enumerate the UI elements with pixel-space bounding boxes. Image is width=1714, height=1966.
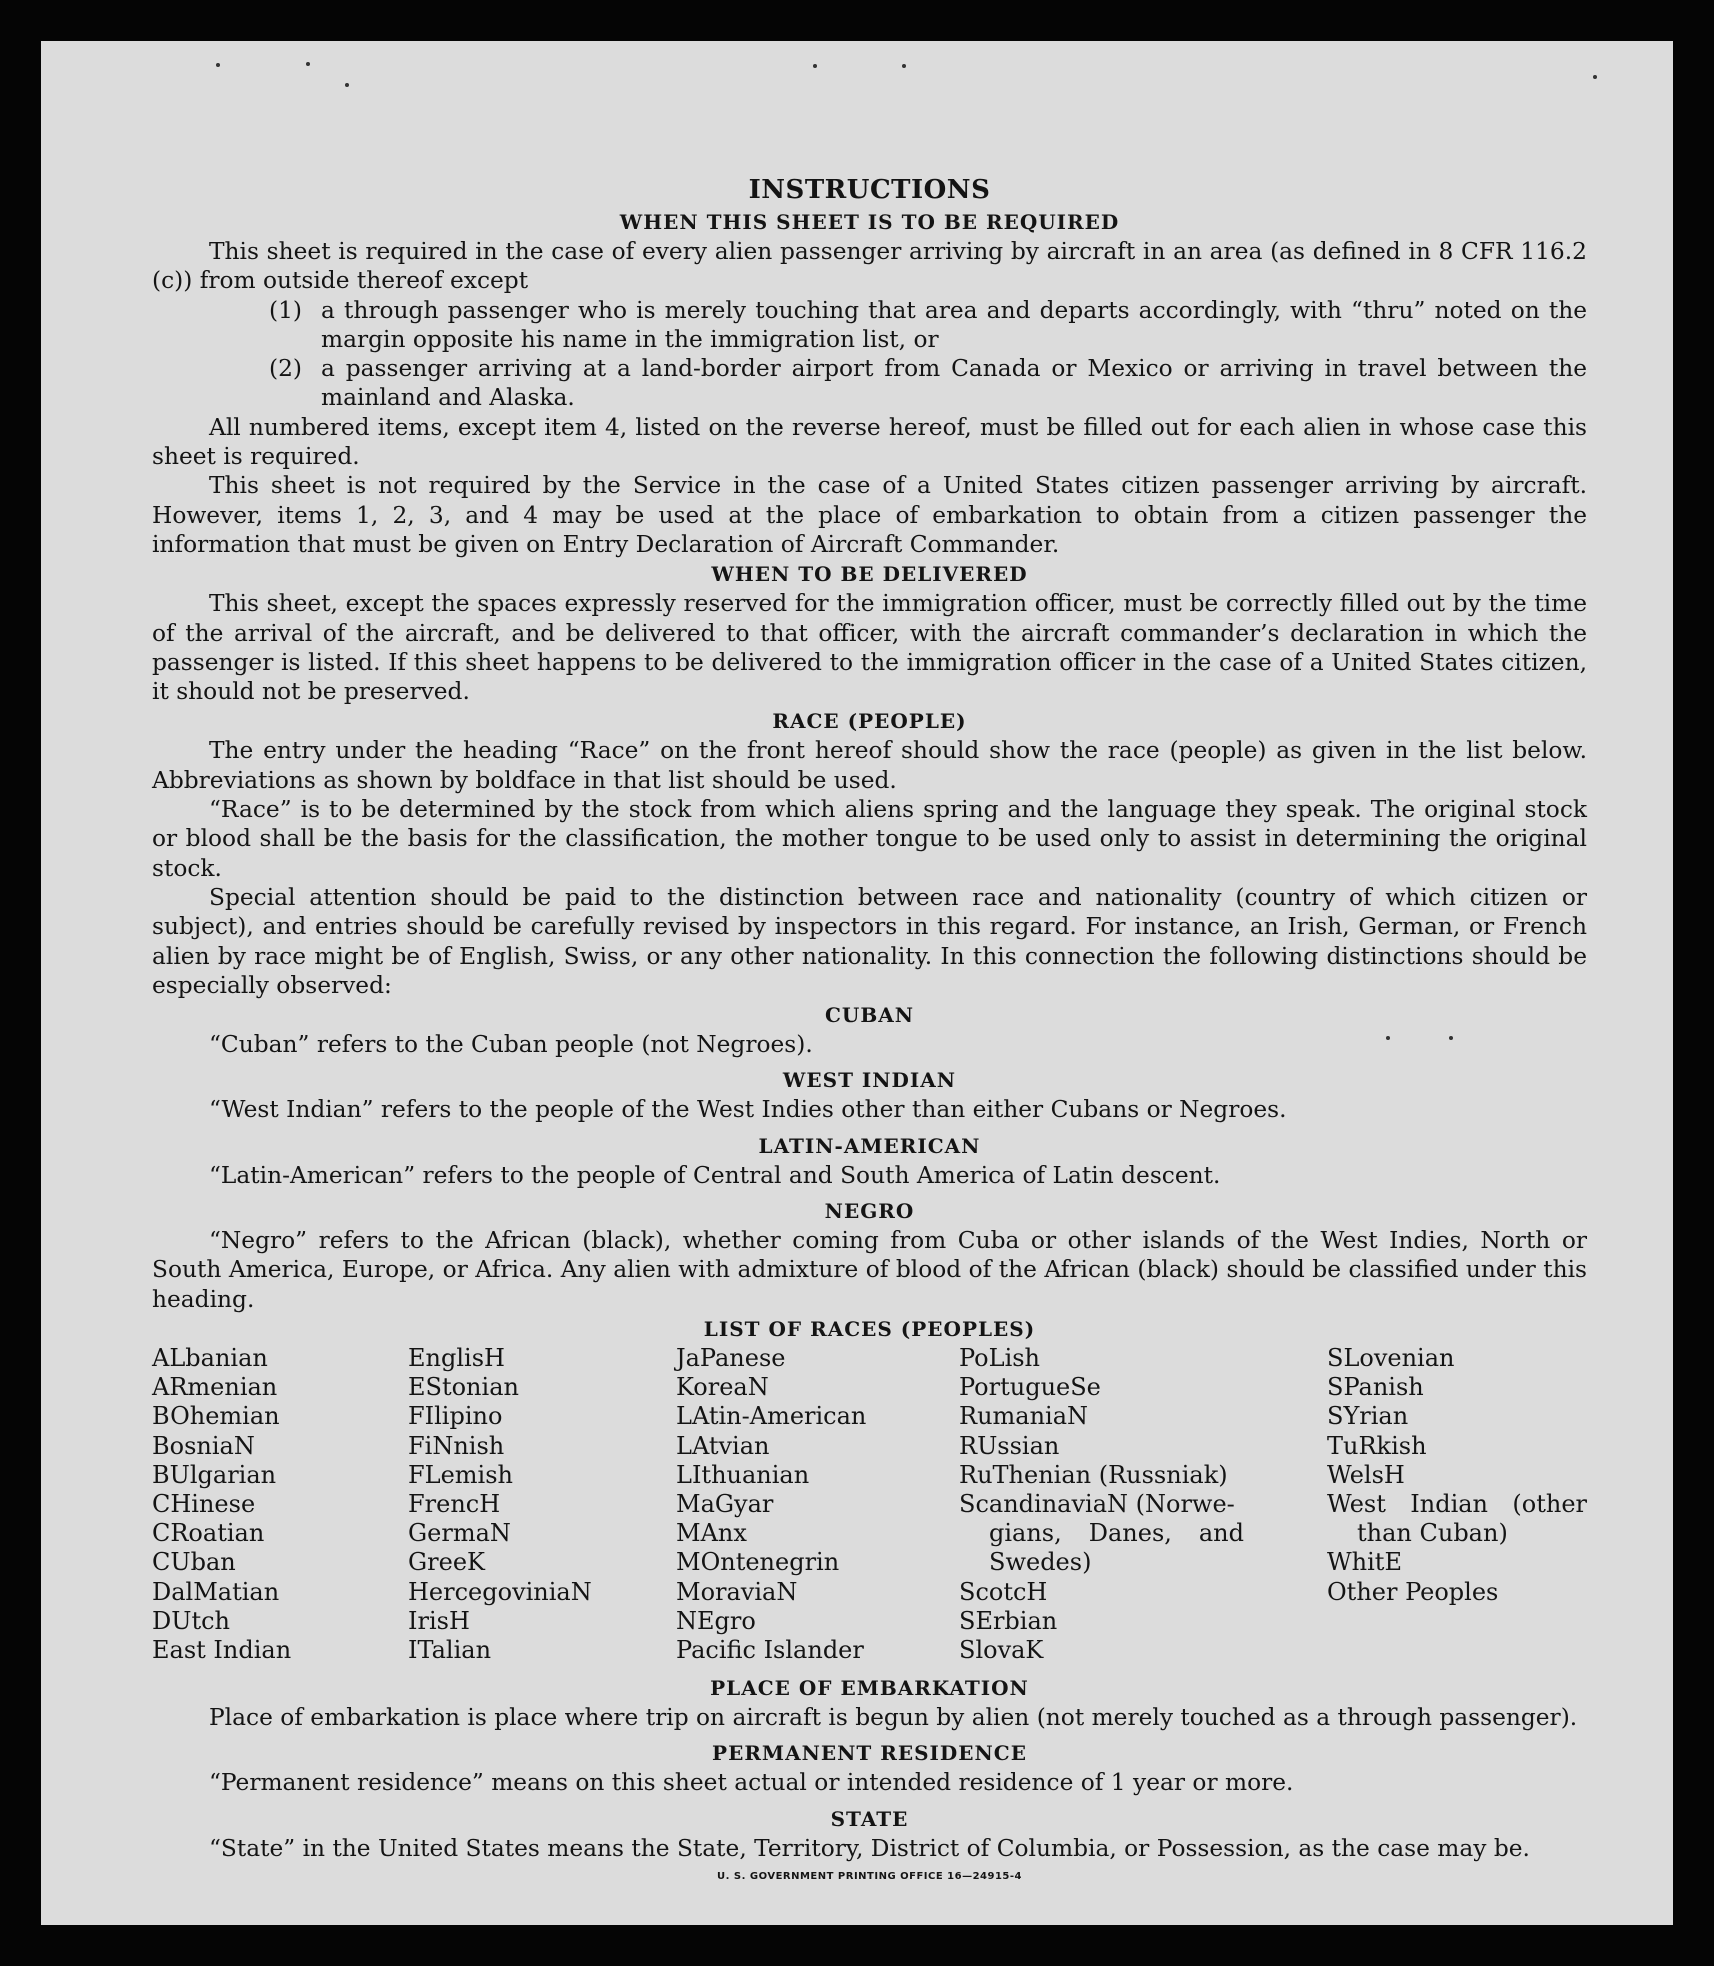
race-entry-continued: gians, Danes, and bbox=[989, 1519, 1244, 1548]
speck-mark bbox=[216, 63, 220, 67]
race-entry: ARmenian bbox=[152, 1373, 278, 1402]
paragraph-numbered-items: All numbered items, except item 4, listed on the reverse hereof, must be filled out for each alien in whose case this sheet is required. bbox=[152, 413, 1587, 471]
race-entry: NEgro bbox=[676, 1606, 756, 1635]
paragraph-when-delivered: This sheet, except the spaces expressly reserved for the immigration officer, must be correctly filled out by the time of the arrival of the aircraft, and be delivered to that officer, with the aircraft commander’s declaration in which the passenger is listed. If this sheet happens to be delivered to the immigration officer in the case of a United States citizen, it should not be preserved. bbox=[152, 590, 1587, 706]
race-entry: RumaniaN bbox=[959, 1402, 1089, 1431]
race-entry: GreeK bbox=[408, 1548, 485, 1577]
speck-mark bbox=[306, 62, 310, 66]
race-entry: PortugueSe bbox=[959, 1373, 1101, 1402]
race-entry: SlovaK bbox=[959, 1635, 1044, 1664]
race-entry: CHinese bbox=[152, 1489, 256, 1518]
exception-text: a passenger arriving at a land-border airport from Canada or Mexico or arriving in travel between the mainland and Alaska. bbox=[321, 355, 1587, 412]
section-heading-latin-american: LATIN-AMERICAN bbox=[758, 1133, 981, 1158]
paragraph-race-nationality: Special attention should be paid to the distinction between race and nationality (country of which citizen or subject), and entries should be carefully revised by inspectors in this regard. For instance, an Irish, German, or French alien by race might be of English, Swiss, or any other nationality. In this connection the following distinctions should be especially observed: bbox=[152, 883, 1587, 999]
speck-mark bbox=[345, 83, 349, 87]
races-column bbox=[408, 1344, 676, 1665]
race-entry: SYrian bbox=[1327, 1402, 1409, 1431]
race-entry: FIlipino bbox=[408, 1402, 503, 1431]
paragraph-citizen-note: This sheet is not required by the Service in the case of a United States citizen passenger arriving by aircraft. However, items 1, 2, 3, and 4 may be used at the place of embarkation to obtain from a citizen passenger the information that must be given on Entry Declaration of Aircraft Commander. bbox=[152, 472, 1587, 558]
race-entry: DalMatian bbox=[152, 1577, 280, 1606]
race-entry: Pacific Islander bbox=[676, 1635, 864, 1664]
paragraph-when-required: This sheet is required in the case of every alien passenger arriving by aircraft in an area (as defined in 8 CFR 116.2 (c)) from outside thereof except bbox=[152, 238, 1587, 295]
speck-mark bbox=[813, 64, 817, 68]
race-entry: IrisH bbox=[408, 1606, 470, 1635]
section-heading-when-delivered: WHEN TO BE DELIVERED bbox=[711, 562, 1028, 587]
races-column bbox=[676, 1344, 959, 1665]
race-entry: WhitE bbox=[1327, 1548, 1402, 1577]
race-entry: FiNnish bbox=[408, 1431, 505, 1460]
section-heading-permanent-residence: PERMANENT RESIDENCE bbox=[712, 1741, 1027, 1766]
section-heading-embarkation: PLACE OF EMBARKATION bbox=[710, 1676, 1029, 1701]
paragraph-embarkation: Place of embarkation is place where trip on aircraft is begun by alien (not merely touched as a through passenger). bbox=[209, 1704, 1578, 1732]
race-entry: BUlgarian bbox=[152, 1460, 277, 1489]
race-entry: FrencH bbox=[408, 1489, 501, 1518]
speck-mark bbox=[902, 64, 906, 68]
race-entry: CRoatian bbox=[152, 1519, 265, 1548]
race-entry: CUban bbox=[152, 1548, 236, 1577]
race-entry: GermaN bbox=[408, 1519, 511, 1548]
races-list bbox=[152, 1344, 1587, 1665]
paragraph-west-indian: “West Indian” refers to the people of the West Indies other than either Cubans or Negroes. bbox=[209, 1096, 1287, 1124]
race-entry: MAnx bbox=[676, 1519, 747, 1548]
race-entry: ALbanian bbox=[152, 1343, 268, 1372]
section-heading-cuban: CUBAN bbox=[824, 1003, 915, 1028]
race-entry: LAtin-American bbox=[676, 1402, 867, 1431]
race-entry: ScotcH bbox=[959, 1577, 1048, 1606]
race-entry-continued: than Cuban) bbox=[1357, 1519, 1508, 1548]
exception-number: (2) bbox=[269, 355, 303, 383]
section-heading-state: STATE bbox=[830, 1806, 909, 1831]
race-entry: SErbian bbox=[959, 1606, 1058, 1635]
race-entry: BOhemian bbox=[152, 1402, 280, 1431]
paragraph-cuban: “Cuban” refers to the Cuban people (not Negroes). bbox=[209, 1031, 813, 1059]
speck-mark bbox=[1449, 1036, 1453, 1040]
paragraph-race-entry: The entry under the heading “Race” on the front hereof should show the race (people) as given in the list below. Abbreviations as shown by boldface in that list should be used. bbox=[152, 737, 1587, 794]
exception-item bbox=[152, 296, 1587, 355]
race-entry: TuRkish bbox=[1327, 1431, 1427, 1460]
race-entry: SPanish bbox=[1327, 1373, 1424, 1402]
speck-mark bbox=[1593, 75, 1597, 79]
race-entry: LAtvian bbox=[676, 1431, 770, 1460]
exception-text: a through passenger who is merely touching that area and departs accordingly, with “thru” noted on the margin opposite his name in the immigration list, or bbox=[321, 296, 1587, 353]
paragraph-latin-american: “Latin-American” refers to the people of Central and South America of Latin descent. bbox=[209, 1161, 1221, 1189]
race-entry: FLemish bbox=[408, 1460, 513, 1489]
race-entry: MaGyar bbox=[676, 1489, 774, 1518]
section-heading-list-of-races: LIST OF RACES (PEOPLES) bbox=[703, 1316, 1036, 1341]
races-column bbox=[152, 1344, 408, 1665]
race-entry: MoraviaN bbox=[676, 1577, 798, 1606]
exception-number: (1) bbox=[269, 296, 303, 324]
section-heading-negro: NEGRO bbox=[824, 1199, 915, 1224]
races-column bbox=[1327, 1344, 1587, 1665]
race-entry: SLovenian bbox=[1327, 1343, 1455, 1372]
printing-office-footer: U. S. GOVERNMENT PRINTING OFFICE 16—24915-4 bbox=[717, 1871, 1022, 1883]
races-column bbox=[959, 1344, 1244, 1665]
section-heading-when-required: WHEN THIS SHEET IS TO BE REQUIRED bbox=[619, 210, 1120, 234]
paragraph-state: “State” in the United States means the State, Territory, District of Columbia, or Possession, as the case may be. bbox=[209, 1834, 1530, 1862]
page-title: INSTRUCTIONS bbox=[748, 175, 991, 205]
race-entry: WelsH bbox=[1327, 1460, 1405, 1489]
paragraph-negro: “Negro” refers to the African (black), whether coming from Cuba or other islands of the West Indies, North or South America, Europe, or Africa. Any alien with admixture of blood of the African (black) should be classified under this heading. bbox=[152, 1227, 1587, 1313]
race-entry: RuThenian (Russniak) bbox=[959, 1460, 1228, 1489]
race-entry: EStonian bbox=[408, 1373, 519, 1402]
race-entry: East Indian bbox=[152, 1635, 292, 1664]
race-entry: Other Peoples bbox=[1327, 1577, 1499, 1606]
race-entry: JaPanese bbox=[676, 1343, 786, 1372]
race-entry: KoreaN bbox=[676, 1373, 769, 1402]
paragraph-race-definition: “Race” is to be determined by the stock from which aliens spring and the language they speak. The original stock or blood shall be the basis for the classification, the mother tongue to be used only to assist in determining the original stock. bbox=[152, 796, 1587, 882]
exception-item bbox=[152, 354, 1587, 413]
race-entry: HercegoviniaN bbox=[408, 1577, 592, 1606]
race-entry: West Indian (other bbox=[1327, 1489, 1587, 1518]
race-entry: RUssian bbox=[959, 1431, 1060, 1460]
paragraph-permanent-residence: “Permanent residence” means on this sheet actual or intended residence of 1 year or more. bbox=[209, 1769, 1294, 1797]
race-entry: LIthuanian bbox=[676, 1460, 810, 1489]
race-entry: ITalian bbox=[408, 1635, 492, 1664]
race-entry: BosniaN bbox=[152, 1431, 255, 1460]
race-entry: DUtch bbox=[152, 1606, 231, 1635]
race-entry: PoLish bbox=[959, 1343, 1041, 1372]
race-entry: ScandinaviaN (Norwe- bbox=[959, 1489, 1235, 1518]
document-sheet bbox=[41, 41, 1673, 1925]
race-entry: MOntenegrin bbox=[676, 1548, 840, 1577]
race-entry: EnglisH bbox=[408, 1343, 505, 1372]
speck-mark bbox=[1386, 1036, 1390, 1040]
race-entry-continued: Swedes) bbox=[989, 1548, 1092, 1577]
section-heading-west-indian: WEST INDIAN bbox=[782, 1068, 957, 1093]
section-heading-race: RACE (PEOPLE) bbox=[772, 709, 967, 734]
